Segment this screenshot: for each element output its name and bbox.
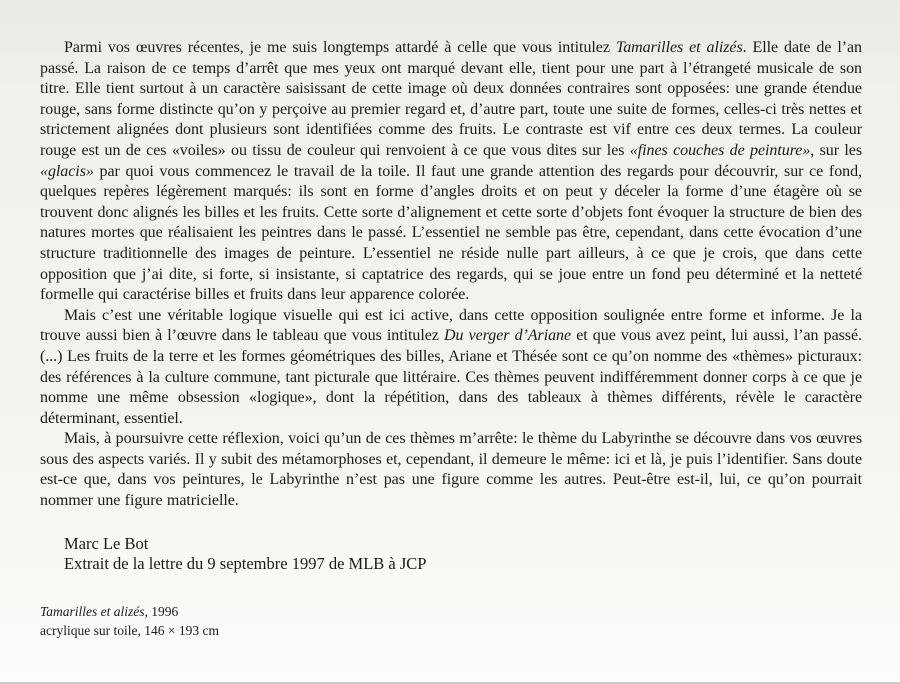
letter-paragraph-2: Mais c’est une véritable logique visuelle qui est ici active, dans cette opposition soulignée entre forme et informe. Je la trouve aussi bien à l’œuvre dans le tableau que vous intitulez Du verger d’Ariane et que vous avez peint, lui aussi, l’an passé. (...) Les fruits de la terre et les formes géométriques des billes, Ariane et Thésée sont ce qu’on nomme des «thèmes» picturaux: des références à la culture commune, tant picturale que littéraire. Ces thèmes peuvent indifféremment donner corps à ce que je nomme une même obsession «logique», dont la répétition, dans des tableaux à thèmes différents, révèle le caractère déterminant, essentiel. [40, 306, 862, 427]
signature-source-line: Extrait de la lettre du 9 septembre 1997 de MLB à JCP [64, 554, 427, 574]
artwork-caption-year: , 1996 [144, 603, 179, 619]
signature-author: Marc Le Bot [64, 533, 149, 553]
artwork-caption-title-line [40, 602, 862, 621]
signature-block [64, 534, 862, 575]
letter-body [40, 38, 862, 512]
artwork-caption-medium: acrylique sur toile, 146 × 193 cm [40, 622, 219, 638]
artwork-caption-title: Tamarilles et alizés [40, 603, 145, 619]
letter-paragraph-3: Mais, à poursuivre cette réflexion, voici qu’un de ces thèmes m’arrête: le thème du Labyrinthe se découvre dans vos œuvres sous des aspects variés. Il y subit des métamorphoses et, cependant, il demeure le même: ici et là, je puis l’identifier. Sans doute est-ce que, dans vos peintures, le Labyrinthe n’est pas une figure comme les autres. Peut-être est-il, lui, ce qu’on pourrait nommer une figure matricielle. [40, 430, 862, 510]
artwork-caption [40, 602, 862, 640]
letter-paragraph-1: Parmi vos œuvres récentes, je me suis longtemps attardé à celle que vous intitulez Tamarilles et alizés. Elle date de l’an passé. La raison de ce temps d’arrêt que mes yeux ont marqué devant elle, tient pour une part à l’étrangeté musicale de son titre. Elle tient surtout à un caractère saisissant de cette image où deux données contraires sont opposées: une grande étendue rouge, sans forme distincte qu’on y perçoive au premier regard et, d’autre part, toute une suite de formes, celles-ci très nettes et strictement alignées dont plusieurs sont identifiées comme des fruits. Le contraste est vif entre ces deux termes. La couleur rouge est un de ces «voiles» ou tissu de couleur qui renvoient à ce que vous dites sur les «fines couches de peinture», sur les «glacis» par quoi vous commencez le travail de la toile. Il faut une grande attention des regards pour découvrir, sur ce fond, quelques repères légèrement marqués: ils sont en forme d’angles droits et on peut y déceler la forme d’une étagère où se trouvent donc alignés les billes et les fruits. Cette sorte d’alignement et cette sorte d’objets font évoquer la structure de bien des natures mortes que réalisaient les peintres dans le passé. L’essentiel ne semble pas être, cependant, dans cette évocation d’une structure traditionnelle des images de peinture. L’essentiel ne réside nulle part ailleurs, à ce que je crois, que dans cette opposition que j’ai dite, si forte, si insistante, si captatrice des regards, qui se joue entre un fond peu déterminé et la netteté formelle qui caractérise billes et fruits dans leur apparence colorée. [40, 39, 863, 304]
